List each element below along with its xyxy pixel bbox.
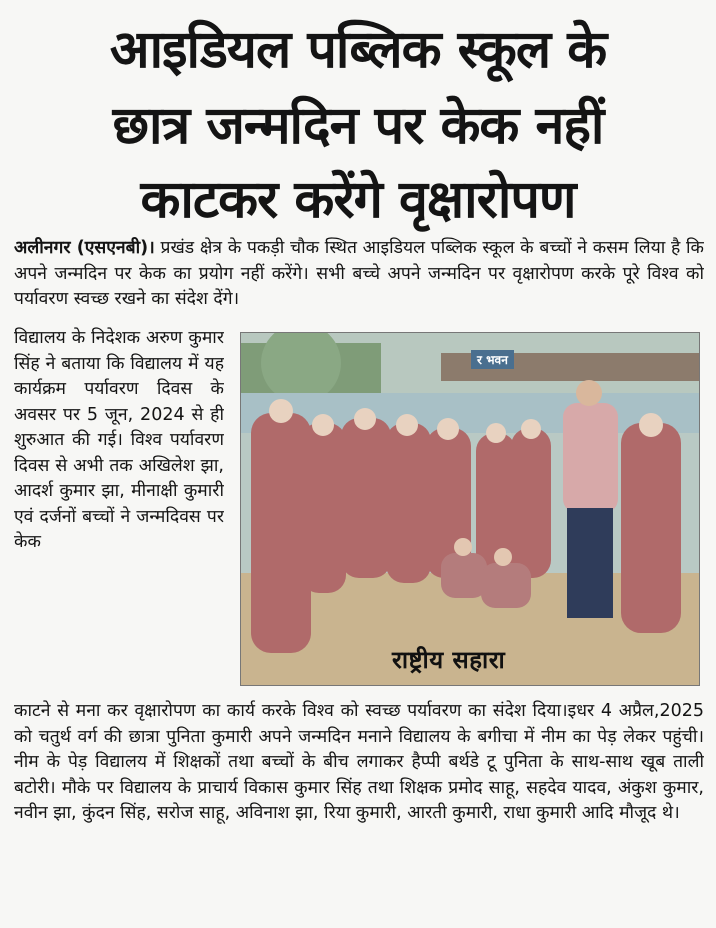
side-column-text: विद्यालय के निदेशक अरुण कुमार सिंह ने बताया कि विद्यालय में यह कार्यक्रम पर्यावरण दिवस के अवसर पर 5 जून, 2024 से ही शुरुआत की गई। विश्व पर्यावरण दिवस से अभी तक अखिलेश झा, आदर्श कुमार झा, मीनाक्षी कुमारी एवं दर्जनों बच्चों ने जन्मदिवस पर केक bbox=[14, 328, 224, 552]
headline-line-1: आइडियल पब्लिक स्कूल के bbox=[109, 20, 607, 80]
intro-paragraph bbox=[14, 236, 704, 316]
intro-text: प्रखंड क्षेत्र के पकड़ी चौक स्थित आइडियल पब्लिक स्कूल के बच्चों ने कसम लिया है कि अपने जन्मदिन पर केक का प्रयोग नहीं करेंगे। सभी बच्चे अपने जन्मदिन पर वृक्षारोपण करके पूरे विश्व को पर्यावरण स्वच्छ रखने का संदेश देंगे। bbox=[14, 238, 704, 309]
headline-line-3: काटकर करेंगे वृक्षारोपण bbox=[140, 170, 576, 230]
headline-line-2: छात्र जन्मदिन पर केक नहीं bbox=[112, 96, 604, 156]
news-photo bbox=[240, 332, 700, 686]
building-sign: र भवन bbox=[471, 350, 514, 369]
newspaper-watermark: राष्ट्रीय सहारा bbox=[392, 646, 506, 674]
bottom-paragraph: काटने से मना कर वृक्षारोपण का कार्य करके विश्व को स्वच्छ पर्यावरण का संदेश दिया।इधर 4 अप्रैल,2025 को चतुर्थ वर्ग की छात्रा पुनिता कुमारी अपने जन्मदिन मनाने विद्यालय के बगीचा में नीम का पेड़ लेकर पहुंची। नीम के पेड़ विद्यालय में शिक्षकों तथा बच्चों के बीच लगाकर हैप्पी बर्थडे टू पुनिता के साथ-साथ खूब ताली बटोरी। मौके पर विद्यालय के प्राचार्य विकास कुमार सिंह तथा शिक्षक प्रमोद साहू, सहदेव यादव, अंकुश कुमार, नवीन झा, कुंदन सिंह, सरोज साहू, अविनाश झा, रिया कुमारी, आरती कुमारी, राधा कुमारी आदि मौजूद थे। bbox=[14, 701, 704, 823]
dateline: अलीनगर (एसएनबी)। bbox=[14, 238, 155, 258]
photo-illustration bbox=[241, 333, 699, 685]
